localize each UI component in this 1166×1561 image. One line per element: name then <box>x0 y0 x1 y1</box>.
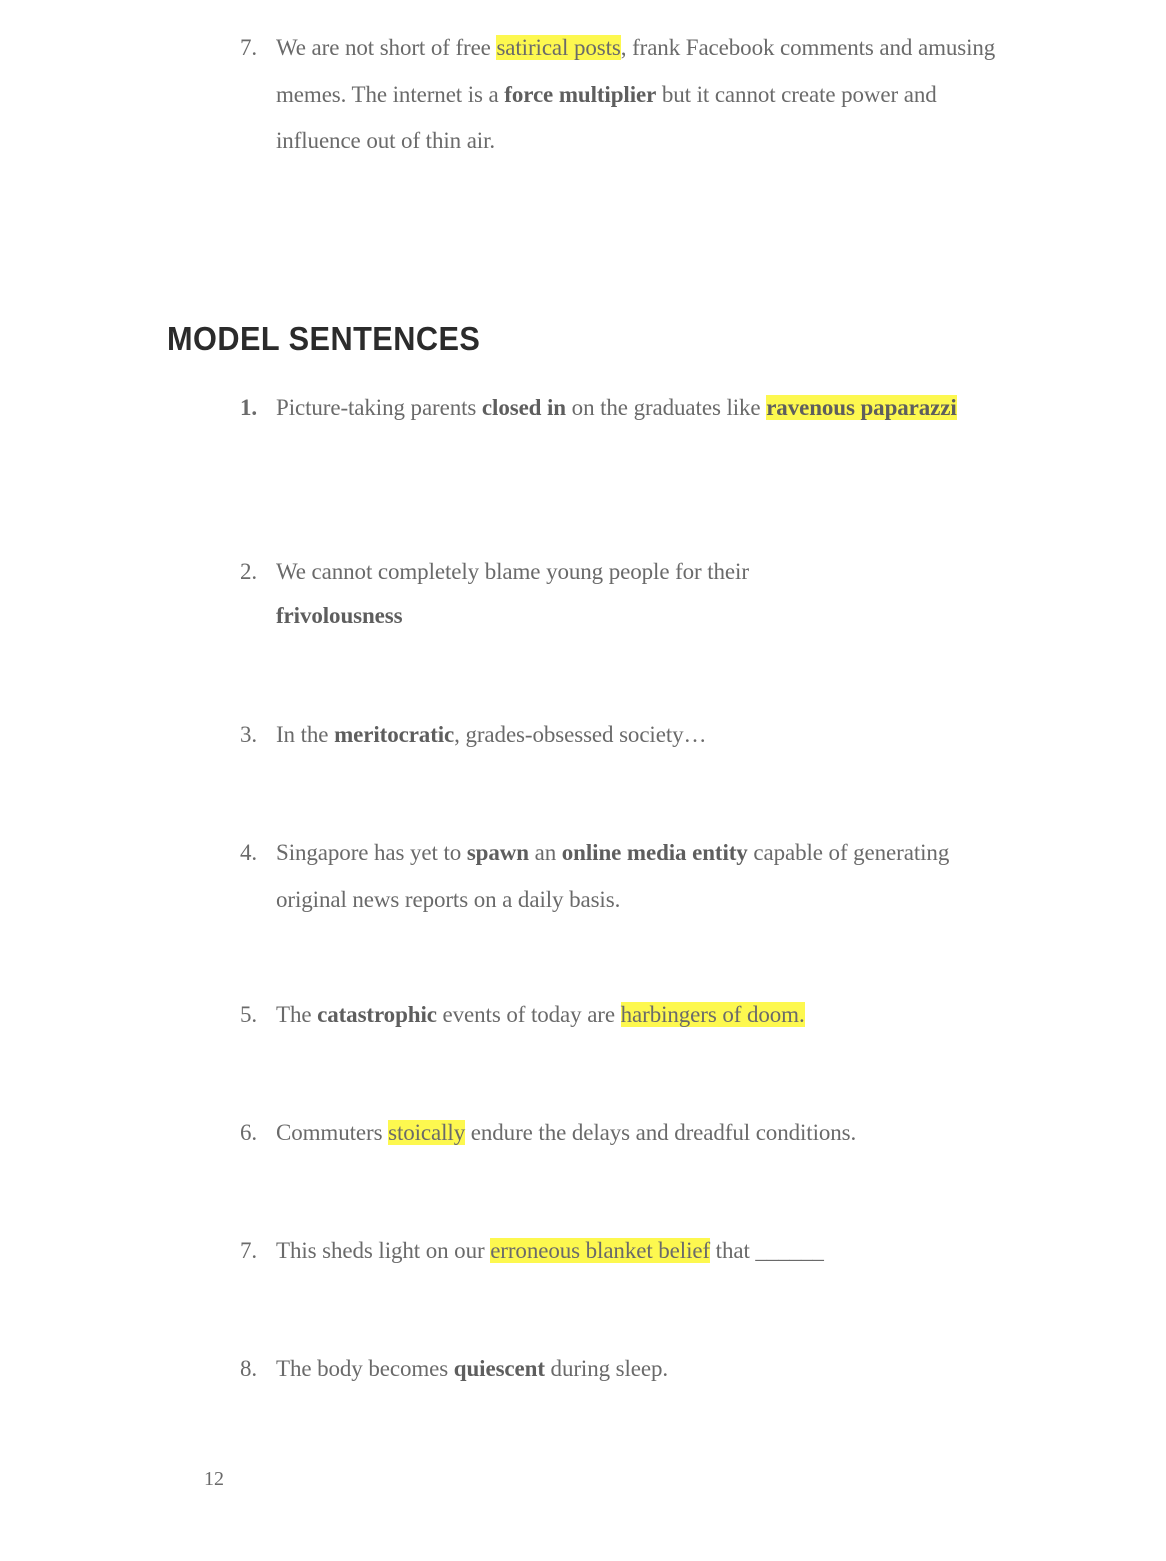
model-sentence-8 <box>240 1346 1000 1393</box>
text-run: that ______ <box>710 1238 824 1263</box>
list-number: 1. <box>240 395 258 420</box>
bold-term: spawn <box>466 840 529 865</box>
list-number: 2. <box>240 559 258 584</box>
text-run: The body becomes <box>276 1356 454 1381</box>
text-run: endure the delays and dreadful conditions. <box>465 1120 857 1145</box>
bold-term: force multiplier <box>504 81 657 107</box>
text-run: Commuters <box>276 1120 389 1145</box>
list-number: 5. <box>240 1002 258 1027</box>
text-run: The <box>276 1002 318 1027</box>
highlighted-text: satirical posts <box>496 35 621 60</box>
text-run: We are not short of free <box>276 35 497 60</box>
text-run: during sleep. <box>544 1356 669 1381</box>
text-run: events of today are <box>436 1002 621 1027</box>
list-number: 8. <box>240 1356 258 1381</box>
list-text <box>276 1228 1000 1275</box>
list-number: 7. <box>240 35 258 60</box>
model-sentence-6 <box>240 1110 1000 1157</box>
bold-term: meritocratic <box>334 722 455 747</box>
text-run: , frank Facebook comments and amusing memes. The internet is a <box>276 35 996 107</box>
list-number: 6. <box>240 1120 258 1145</box>
text-run: capable of generating original news reports on a daily basis. <box>276 840 950 912</box>
list-text <box>276 830 1000 923</box>
list-text <box>276 550 1000 637</box>
text-run: Picture-taking parents <box>276 395 482 420</box>
text-run: In the <box>276 722 335 747</box>
bold-term: quiescent <box>453 1356 545 1381</box>
highlighted-text: harbingers of doom. <box>620 1002 805 1027</box>
text-run: This sheds light on our <box>276 1238 491 1263</box>
list-text <box>276 992 1000 1039</box>
bold-term: closed in <box>481 395 567 420</box>
text-run: Singapore has yet to <box>276 840 467 865</box>
text-run: but it cannot create power and influence out of thin air. <box>276 81 937 153</box>
highlighted-text: erroneous blanket belief <box>490 1238 711 1263</box>
list-number: 3. <box>240 722 258 747</box>
text-run: an <box>528 840 562 865</box>
highlighted-text: stoically <box>388 1120 466 1145</box>
text-run: , grades-obsessed society… <box>454 722 707 747</box>
model-sentence-5 <box>240 992 1000 1039</box>
list-number: 7. <box>240 1238 258 1263</box>
list-item-top-7 <box>240 25 1000 165</box>
list-number: 4. <box>240 840 258 865</box>
highlighted-bold-term: ravenous paparazzi <box>766 395 957 420</box>
model-sentence-2 <box>240 550 1000 637</box>
model-sentence-4 <box>240 830 1000 923</box>
list-text <box>276 1110 1000 1157</box>
list-text <box>276 712 1000 759</box>
model-sentence-1 <box>240 385 1000 432</box>
text-run: We cannot completely blame young people for their <box>276 559 749 584</box>
bold-term: frivolousness <box>276 602 403 628</box>
section-heading: MODEL SENTENCES <box>167 320 481 357</box>
bold-term: catastrophic <box>317 1002 437 1027</box>
page-number: 12 <box>204 1468 224 1490</box>
list-text <box>276 385 1000 432</box>
model-sentence-7 <box>240 1228 1000 1275</box>
list-text <box>276 25 1000 165</box>
bold-term: online media entity <box>561 840 748 865</box>
text-run: on the graduates like <box>566 395 767 420</box>
list-text <box>276 1346 1000 1393</box>
model-sentence-3 <box>240 712 1000 759</box>
